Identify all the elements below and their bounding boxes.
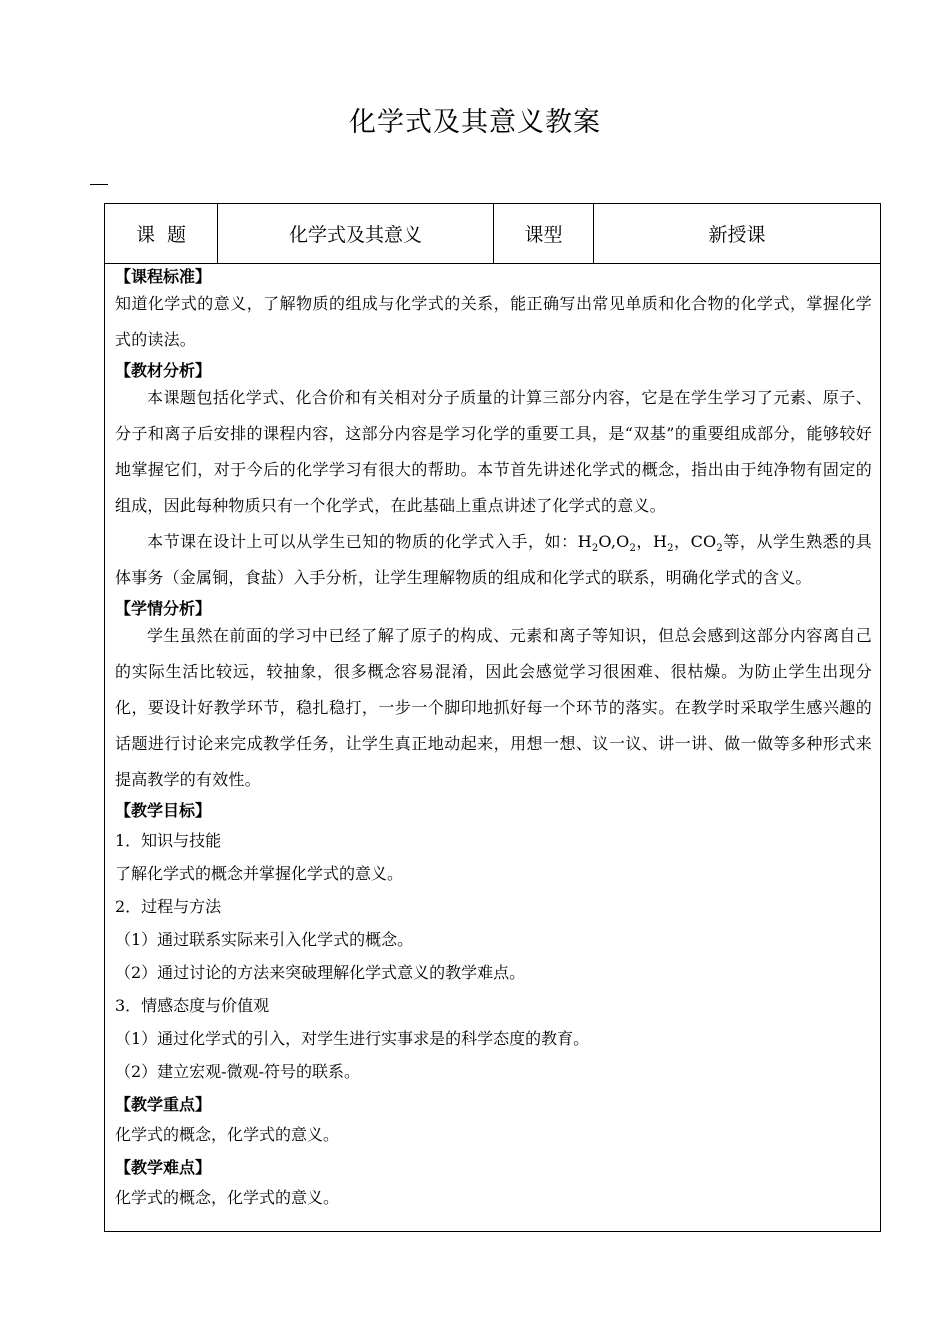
goal-2-item-a: （1）通过联系实际来引入化学式的概念。 [115, 930, 414, 949]
topic-label: 课 题 [105, 204, 218, 263]
topic-value: 化学式及其意义 [218, 204, 494, 263]
formula-h2: $H_2$ [652, 532, 674, 555]
difficulty-text: 化学式的概念，化学式的意义。 [115, 1188, 340, 1207]
goal-2-item-b: （2）通过讨论的方法来突破理解化学式意义的教学难点。 [115, 963, 526, 982]
difficulty-heading: 【教学难点】 [115, 1158, 212, 1177]
formula-o2: $O_2$ [616, 532, 636, 555]
header-row [105, 204, 880, 264]
lesson-plan-table [104, 203, 881, 1232]
page-title: 化学式及其意义教案 [349, 107, 601, 138]
material-heading: 【教材分析】 [115, 361, 212, 380]
goal-3-title: 3．情感态度与价值观 [115, 996, 270, 1015]
learner-heading: 【学情分析】 [115, 599, 212, 618]
key-heading: 【教学重点】 [115, 1095, 212, 1114]
standard-text: 知道化学式的意义，了解物质的组成与化学式的关系，能正确写出常见单质和化合物的化学式，掌握化学式的读法。 [115, 294, 872, 349]
goal-1-title: 1．知识与技能 [115, 831, 222, 850]
standard-heading: 【课程标准】 [115, 267, 212, 286]
goal-3-item-a: （1）通过化学式的引入，对学生进行实事求是的科学态度的教育。 [115, 1029, 590, 1048]
type-label: 课型 [494, 204, 594, 263]
goal-1-text: 了解化学式的概念并掌握化学式的意义。 [115, 864, 404, 883]
goal-3-item-b: （2）建立宏观-微观-符号的联系。 [115, 1062, 360, 1081]
type-value: 新授课 [708, 224, 766, 246]
key-text: 化学式的概念，化学式的意义。 [115, 1125, 340, 1144]
material-paragraph-2: 本节课在设计上可以从学生已知的物质的化学式入手，如：$H_2O,O_2$，$H_2$，$CO_2$等，从学生熟悉的具体事务（金属铜，食盐）入手分析，让学生理解物质的组成和化学式的联系，明确化学式的含义。 [115, 532, 873, 587]
content-cell [105, 264, 880, 1214]
formula-co2: $CO_2$ [690, 532, 723, 555]
goals-heading: 【教学目标】 [115, 801, 212, 820]
material-paragraph-1: 本课题包括化学式、化合价和有关相对分子质量的计算三部分内容，它是在学生学习了元素、原子、分子和离子后安排的课程内容，这部分内容是学习化学的重要工具，是“双基”的重要组成部分，能够较好地掌握它们，对于今后的化学学习有很大的帮助。本节首先讲述化学式的概念，指出由于纯净物有固定的组成，因此每种物质只有一个化学式，在此基础上重点讲述了化学式的意义。 [115, 388, 872, 515]
learner-text: 学生虽然在前面的学习中已经了解了原子的构成、元素和离子等知识，但总会感到这部分内容离自己的实际生活比较远，较抽象，很多概念容易混淆，因此会感觉学习很困难、很枯燥。为防止学生出现分化，要设计好教学环节，稳扎稳打，一步一个脚印地抓好每一个环节的落实。在教学时采取学生感兴趣的话题进行讨论来完成教学任务，让学生真正地动起来，用想一想、议一议、讲一讲、做一做等多种形式来提高教学的有效性。 [115, 626, 872, 789]
goal-2-title: 2．过程与方法 [115, 897, 222, 916]
header-dash [90, 184, 108, 185]
formula-h2o: $H_2O$ [577, 532, 611, 555]
